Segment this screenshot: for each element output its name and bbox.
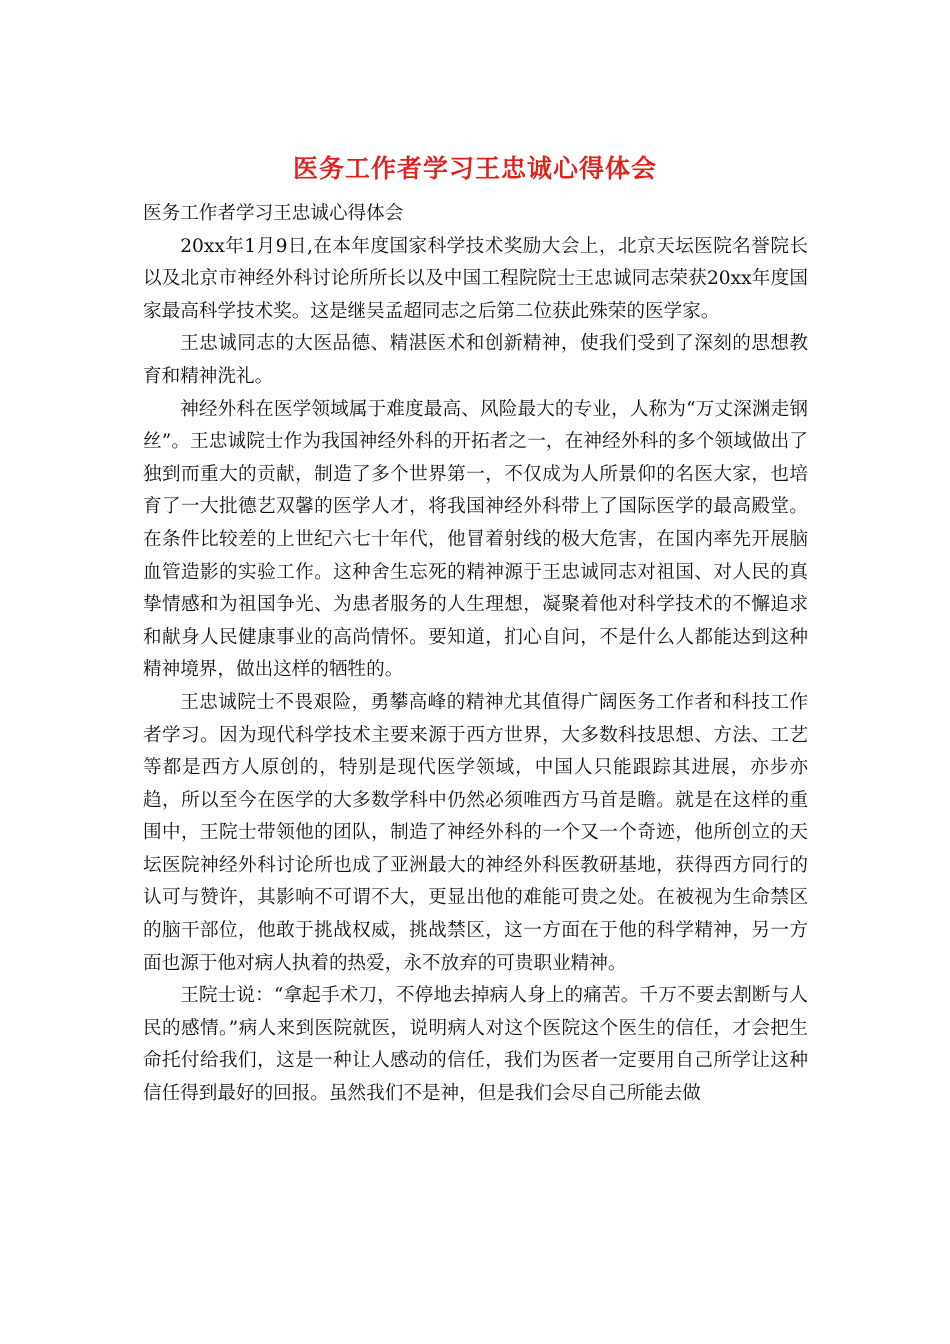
document-body <box>143 198 808 1111</box>
document-subtitle: 医务工作者学习王忠诚心得体会 <box>143 203 404 224</box>
document-title: 医务工作者学习王忠诚心得体会 <box>292 154 657 183</box>
paragraph-2: 王忠诚同志的大医品德、精湛医术和创新精神，使我们受到了深刻的思想教育和精神洗礼。 <box>143 333 808 387</box>
paragraph-5: 王院士说：“拿起手术刀，不停地去掉病人身上的痛苦。千万不要去割断与人民的感情。”病人来到医院就医，说明病人对这个医院这个医生的信任，才会把生命托付给我们，这是一种让人感动的信任，我们为医者一定要用自己所学让这种信任得到最好的回报。虽然我们不是神，但是我们会尽自己所能去做 <box>143 985 808 1105</box>
paragraph-4: 王忠诚院士不畏艰险，勇攀高峰的精神尤其值得广阔医务工作者和科技工作者学习。因为现代科学技术主要来源于西方世界，大多数科技思想、方法、工艺等都是西方人原创的，特别是现代医学领域，中国人只能跟踪其进展，亦步亦趋，所以至今在医学的大多数学科中仍然必须唯西方马首是瞻。就是在这样的重围中，王院士带领他的团队，制造了神经外科的一个又一个奇迹，他所创立的天坛医院神经外科讨论所也成了亚洲最大的神经外科医教研基地，获得西方同行的认可与赞许，其影响不可谓不大，更显出他的难能可贵之处。在被视为生命禁区的脑干部位，他敢于挑战权威，挑战禁区，这一方面在于他的科学精神，另一方面也源于他对病人执着的热爱，永不放弃的可贵职业精神。 <box>143 691 808 974</box>
paragraph-3: 神经外科在医学领域属于难度最高、风险最大的专业，人称为“万丈深渊走钢丝”。王忠诚院士作为我国神经外科的开拓者之一，在神经外科的多个领域做出了独到而重大的贡献，制造了多个世界第一，不仅成为人所景仰的名医大家，也培育了一大批德艺双馨的医学人才，将我国神经外科带上了国际医学的最高殿堂。在条件比较差的上世纪六七十年代，他冒着射线的极大危害，在国内率先开展脑血管造影的实验工作。这种舍生忘死的精神源于王忠诚同志对祖国、对人民的真挚情感和为祖国争光、为患者服务的人生理想，凝聚着他对科学技术的不懈追求和献身人民健康事业的高尚情怀。要知道，扪心自问，不是什么人都能达到这种精神境界，做出这样的牺牲的。 <box>143 398 808 681</box>
paragraph-1: 20xx年1月9日,在本年度国家科学技术奖励大会上，北京天坛医院名誉院长以及北京市神经外科讨论所所长以及中国工程院院士王忠诚同志荣获20xx年度国家最高科学技术奖。这是继吴孟超同志之后第二位获此殊荣的医学家。 <box>143 235 808 322</box>
